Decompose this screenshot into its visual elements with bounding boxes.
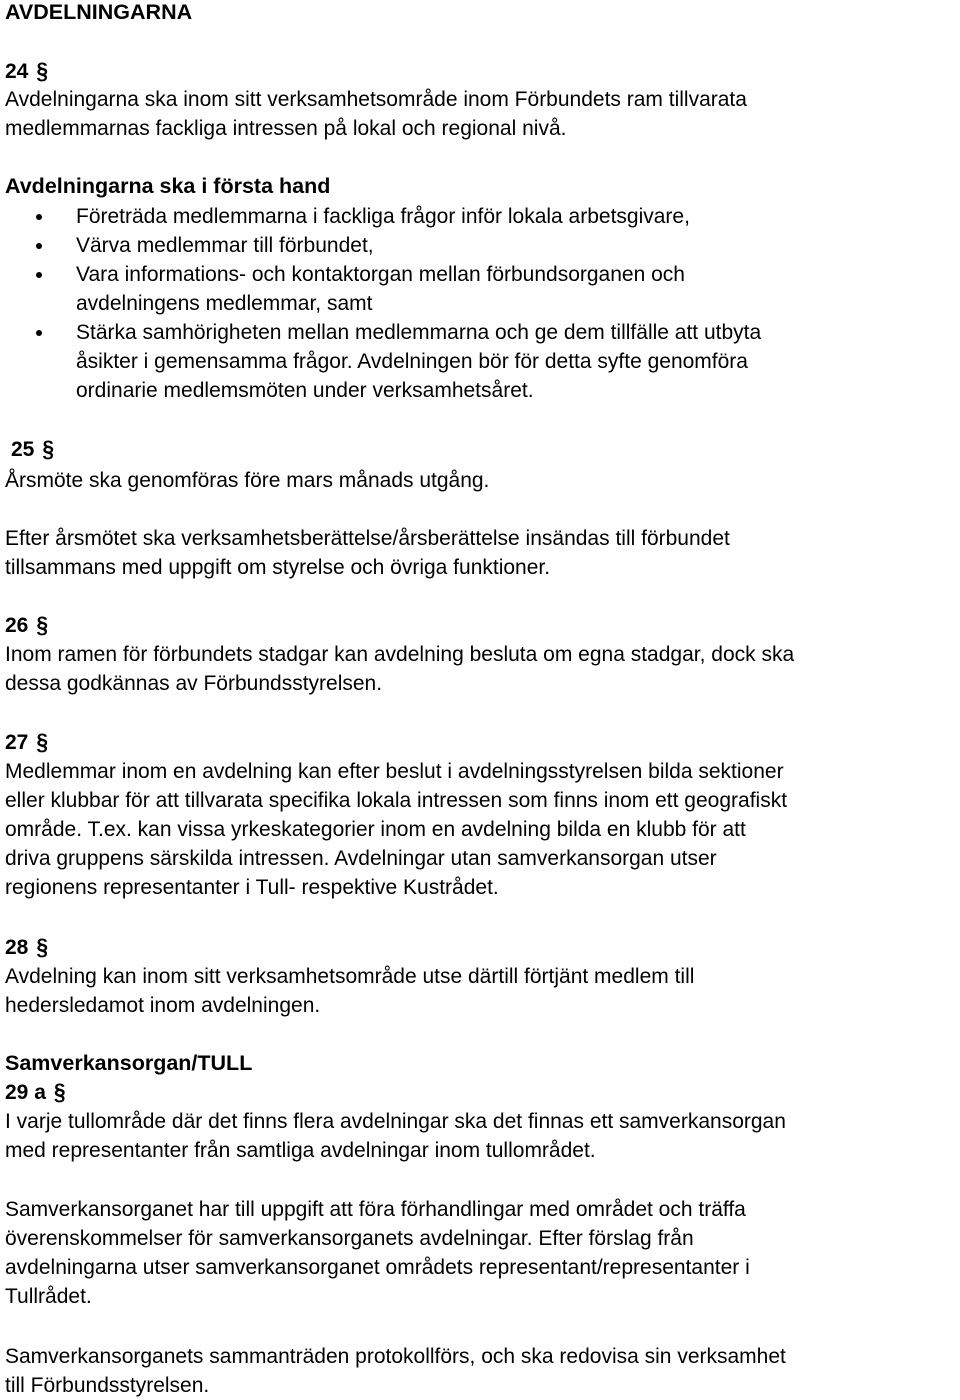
text-line: dessa godkännas av Förbundsstyrelsen.	[5, 672, 383, 695]
text-line: I varje tullområde där det finns flera avdelningar ska det finnas ett samverkansorgan	[5, 1110, 786, 1133]
text-line: driva gruppens särskilda intressen. Avdelningar utan samverkansorgan utser	[5, 847, 717, 870]
section-heading-samverkansorgan: Samverkansorgan/TULL	[5, 1051, 253, 1075]
text-line: Samverkansorganets sammanträden protokollförs, och ska redovisa sin verksamhet	[5, 1345, 786, 1368]
document-title: AVDELNINGARNA	[5, 0, 193, 24]
section-29a-text-2	[5, 1195, 750, 1311]
list-heading: Avdelningarna ska i första hand	[5, 174, 331, 198]
section-27-heading	[5, 728, 48, 757]
text-line: Tullrådet.	[5, 1285, 92, 1308]
list-item: Företräda medlemmarna i fackliga frågor inför lokala arbetsgivare,	[5, 202, 761, 231]
text-line: med representanter från samtliga avdelningar inom tullområdet.	[5, 1139, 596, 1162]
bullet-icon	[36, 272, 42, 278]
text-line: Årsmöte ska genomföras före mars månads utgång.	[5, 469, 490, 492]
section-25-heading	[11, 435, 54, 464]
section-number: 24	[5, 60, 29, 83]
section-number: 26	[5, 614, 29, 637]
section-29a-text-3	[5, 1342, 786, 1400]
section-29a-heading	[5, 1078, 66, 1107]
section-29a-text	[5, 1107, 786, 1165]
section-26-text	[5, 640, 794, 698]
section-symbol: §	[36, 612, 49, 639]
section-26-heading	[5, 611, 48, 640]
section-25-text	[5, 466, 489, 495]
section-number: 25	[11, 438, 35, 461]
text-line: område. T.ex. kan vissa yrkeskategorier inom en avdelning bilda en klubb för att	[5, 818, 746, 841]
section-28-heading	[5, 933, 48, 962]
text-line: Efter årsmötet ska verksamhetsberättelse/årsberättelse insändas till förbundet	[5, 527, 730, 550]
text-line: medlemmarnas fackliga intressen på lokal och regional nivå.	[5, 117, 567, 140]
section-24-heading	[5, 57, 48, 86]
text-line: avdelningarna utser samverkansorganet områdets representant/representanter i	[5, 1256, 750, 1279]
text-line: Medlemmar inom en avdelning kan efter beslut i avdelningsstyrelsen bilda sektioner	[5, 760, 784, 783]
bullet-icon	[36, 330, 42, 336]
text-line: eller klubbar för att tillvarata specifika lokala intressen som finns inom ett geografiskt	[5, 789, 788, 812]
section-symbol: §	[53, 1079, 66, 1106]
text-line: regionens representanter i Tull- respektive Kustrådet.	[5, 876, 499, 899]
section-24-text	[5, 85, 747, 143]
bullet-icon	[36, 214, 42, 220]
section-28-text	[5, 962, 694, 1020]
list-item: Vara informations- och kontaktorgan mellan förbundsorganen och avdelningens medlemmar, samt	[5, 260, 761, 318]
section-number: 28	[5, 936, 29, 959]
text-line: Samverkansorganet har till uppgift att föra förhandlingar med området och träffa	[5, 1198, 746, 1221]
section-25-text-2	[5, 524, 730, 582]
text-line: till Förbundsstyrelsen.	[5, 1374, 210, 1397]
section-number: 27	[5, 731, 29, 754]
text-line: överenskommelser för samverkansorganets avdelningar. Efter förslag från	[5, 1227, 694, 1250]
text-line: hedersledamot inom avdelningen.	[5, 994, 321, 1017]
section-symbol: §	[36, 58, 49, 85]
list-item: Stärka samhörigheten mellan medlemmarna och ge dem tillfälle att utbyta åsikter i gemensamma frågor. Avdelningen bör för detta syfte genomföra ordinarie medlemsmöten under verksamhetsåret.	[5, 318, 761, 405]
section-symbol: §	[36, 729, 49, 756]
text-line: tillsammans med uppgift om styrelse och övriga funktioner.	[5, 556, 551, 579]
responsibility-list	[5, 202, 761, 405]
section-27-text	[5, 757, 787, 902]
text-line: Avdelning kan inom sitt verksamhetsområde utse därtill förtjänt medlem till	[5, 965, 695, 988]
text-line: Avdelningarna ska inom sitt verksamhetsområde inom Förbundets ram tillvarata	[5, 88, 747, 111]
section-symbol: §	[36, 934, 49, 961]
list-item: Värva medlemmar till förbundet,	[5, 231, 761, 260]
section-number: 29 a	[5, 1081, 46, 1104]
bullet-icon	[36, 243, 42, 249]
text-line: Inom ramen för förbundets stadgar kan avdelning besluta om egna stadgar, dock ska	[5, 643, 795, 666]
section-symbol: §	[42, 436, 55, 463]
